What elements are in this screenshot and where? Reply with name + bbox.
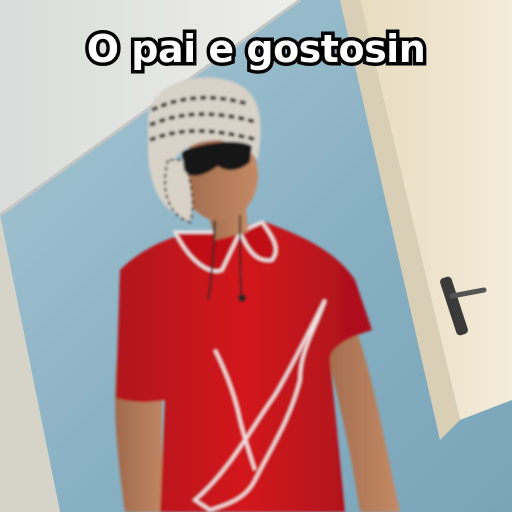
- meme-caption: O pai e gostosin: [86, 27, 426, 71]
